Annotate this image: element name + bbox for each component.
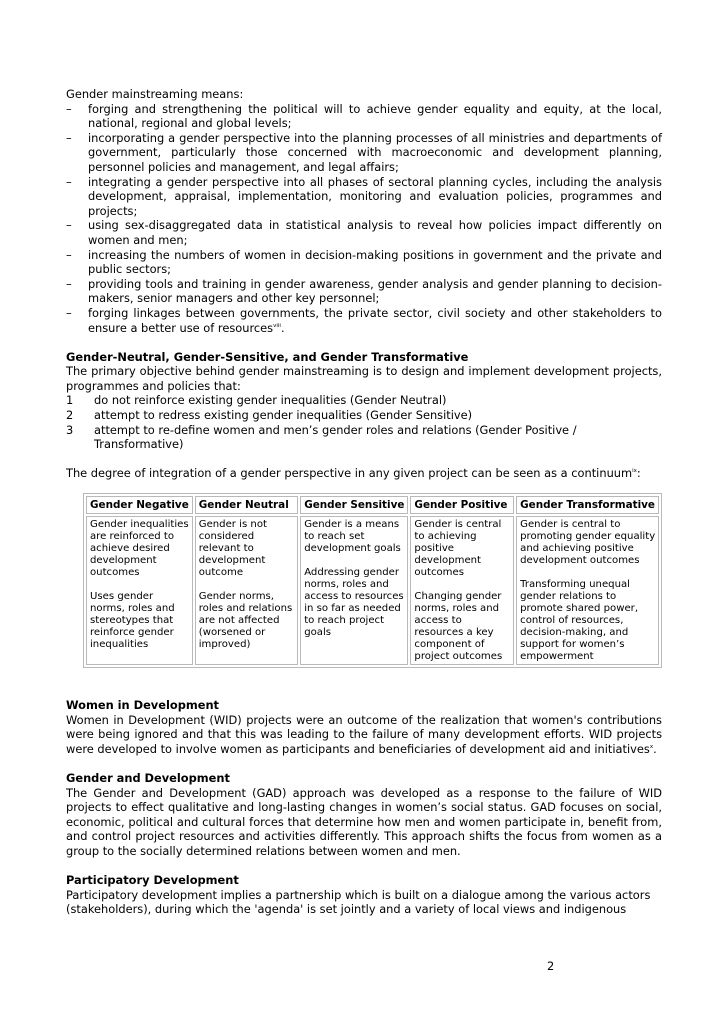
- participatory-body: Participatory development implies a partnership which is built on a dialogue among the various actors (stakeholders), during which the 'agenda' is set jointly and a variety of local views and indigenous: [66, 887, 651, 917]
- dash-bullet: –: [66, 101, 72, 116]
- dash-bullet: –: [66, 276, 72, 291]
- section-heading-gad: Gender and Development: [66, 771, 230, 785]
- cell-text: Changing gender norms, roles and access to resources a key component of project outcomes: [414, 591, 503, 663]
- header-gender-negative: Gender Negative: [86, 496, 193, 514]
- table-header-row: [86, 496, 659, 514]
- dash-bullet: –: [66, 218, 72, 233]
- wid-text: Women in Development (WID) projects were an outcome of the realization that women's contributions were being ignored and that this was leading to the failure of many development efforts. WID projects were developed to involve women as participants and beneficiaries of development aid and initiatives: [66, 712, 662, 756]
- cell-text: Uses gender norms, roles and stereotypes that reinforce gender inequalities: [90, 591, 175, 651]
- list-item-text: attempt to redress existing gender inequalities (Gender Sensitive): [94, 408, 473, 423]
- table-cell: [410, 516, 514, 665]
- list-item-text: forging and strengthening the political will to achieve gender equality and equity, at the local, national, regional and global levels;: [88, 101, 662, 131]
- list-item: [66, 131, 662, 175]
- list-item: [66, 248, 662, 277]
- dash-bullet: –: [66, 130, 72, 145]
- table-cell: [195, 516, 298, 665]
- list-item-text: attempt to re-define women and men’s gender roles and relations (Gender Positive / Transformative): [94, 422, 577, 452]
- list-item-text: providing tools and training in gender awareness, gender analysis and gender planning to decision-makers, senior managers and other key personnel;: [88, 276, 662, 306]
- list-item: [66, 306, 662, 335]
- list-item-text: forging linkages between governments, the private sector, civil society and other stakeholders to ensure a better use of resources: [88, 305, 662, 335]
- list-item: [66, 408, 662, 423]
- continuum-text: The degree of integration of a gender perspective in any given project can be seen as a continuum: [66, 466, 633, 481]
- footnote-ref[interactable]: ix: [632, 468, 637, 475]
- dash-bullet: –: [66, 247, 72, 262]
- cell-text: Gender is not considered relevant to development outcome: [198, 519, 267, 579]
- table-cell: [516, 516, 659, 665]
- mainstreaming-intro: Gender mainstreaming means:: [66, 87, 244, 101]
- cell-text: Gender is central to achieving positive development outcomes: [414, 519, 502, 579]
- objective-list: [66, 393, 662, 451]
- cell-text: Gender inequalities are reinforced to achieve desired development outcomes: [90, 519, 189, 579]
- gad-body: The Gender and Development (GAD) approach was developed as a response to the failure of WID projects to effect qualitative and long-lasting changes in women’s social status. GAD focuses on social, economic, political and cultural forces that determine how men and women participate in, benefit from, and control project resources and activities differently. This approach shifts the focus from women as a group to the socially determined relations between women and men.: [66, 785, 662, 858]
- cell-text: Addressing gender norms, roles and access to resources in so far as needed to reach project goals: [304, 567, 404, 639]
- list-item: [66, 393, 662, 408]
- neutral-body: The primary objective behind gender mainstreaming is to design and implement development projects, programmes and policies that:: [66, 364, 662, 393]
- section-heading-wid: Women in Development: [66, 698, 219, 713]
- cell-text: Gender norms, roles and relations are not affected (worsened or improved): [198, 591, 293, 651]
- list-item-text: increasing the numbers of women in decision-making positions in government and the private and public sectors;: [88, 247, 662, 277]
- cell-text: Gender is a means to reach set development goals: [304, 519, 401, 555]
- list-number: 2: [66, 408, 74, 423]
- list-item-text: do not reinforce existing gender inequalities (Gender Neutral): [94, 393, 447, 408]
- dash-bullet: –: [66, 174, 72, 189]
- page-number: 2: [547, 959, 555, 973]
- header-gender-neutral: Gender Neutral: [195, 496, 298, 514]
- list-item: [66, 423, 662, 452]
- continuum-sentence: [66, 466, 662, 481]
- list-item: [66, 277, 662, 306]
- list-item-text: using sex-disaggregated data in statistical analysis to reveal how policies impact differently on women and men;: [88, 218, 662, 247]
- punctuation: .: [280, 320, 285, 335]
- section-heading-participatory: Participatory Development: [66, 873, 239, 888]
- footnote-ref[interactable]: x: [649, 744, 654, 751]
- cell-text: Gender is central to promoting gender equality and achieving positive development outcomes: [520, 519, 656, 567]
- continuum-table: [83, 493, 662, 668]
- cell-text: Transforming unequal gender relations to promote shared power, control of resources, decision-making, and support for women’s empowerment: [520, 579, 639, 663]
- list-number: 3: [66, 422, 74, 437]
- dash-bullet: –: [66, 305, 72, 320]
- section-heading-neutral: Gender-Neutral, Gender-Sensitive, and Gender Transformative: [66, 349, 469, 364]
- list-item: [66, 175, 662, 219]
- document-page: [66, 87, 662, 917]
- punctuation: .: [653, 741, 657, 756]
- continuum-table-wrap: [83, 493, 662, 668]
- header-gender-sensitive: Gender Sensitive: [300, 496, 408, 514]
- list-item-text: integrating a gender perspective into all phases of sectoral planning cycles, including the analysis development, appraisal, implementation, monitoring and evaluation policies, programmes and projects;: [88, 174, 662, 218]
- table-row: [86, 516, 659, 665]
- header-gender-transformative: Gender Transformative: [516, 496, 659, 514]
- list-number: 1: [66, 393, 74, 408]
- punctuation: :: [636, 466, 641, 481]
- mainstreaming-list: [66, 102, 662, 336]
- header-gender-positive: Gender Positive: [410, 496, 514, 514]
- footnote-ref[interactable]: viii: [273, 322, 281, 329]
- list-item: [66, 218, 662, 247]
- table-cell: [300, 516, 408, 665]
- wid-body: [66, 713, 662, 757]
- table-cell: [86, 516, 193, 665]
- list-item: [66, 102, 662, 131]
- list-item-text: incorporating a gender perspective into the planning processes of all ministries and departments of government, particularly those concerned with macroeconomic and development planning, personnel policies and management, and legal affairs;: [88, 130, 662, 174]
